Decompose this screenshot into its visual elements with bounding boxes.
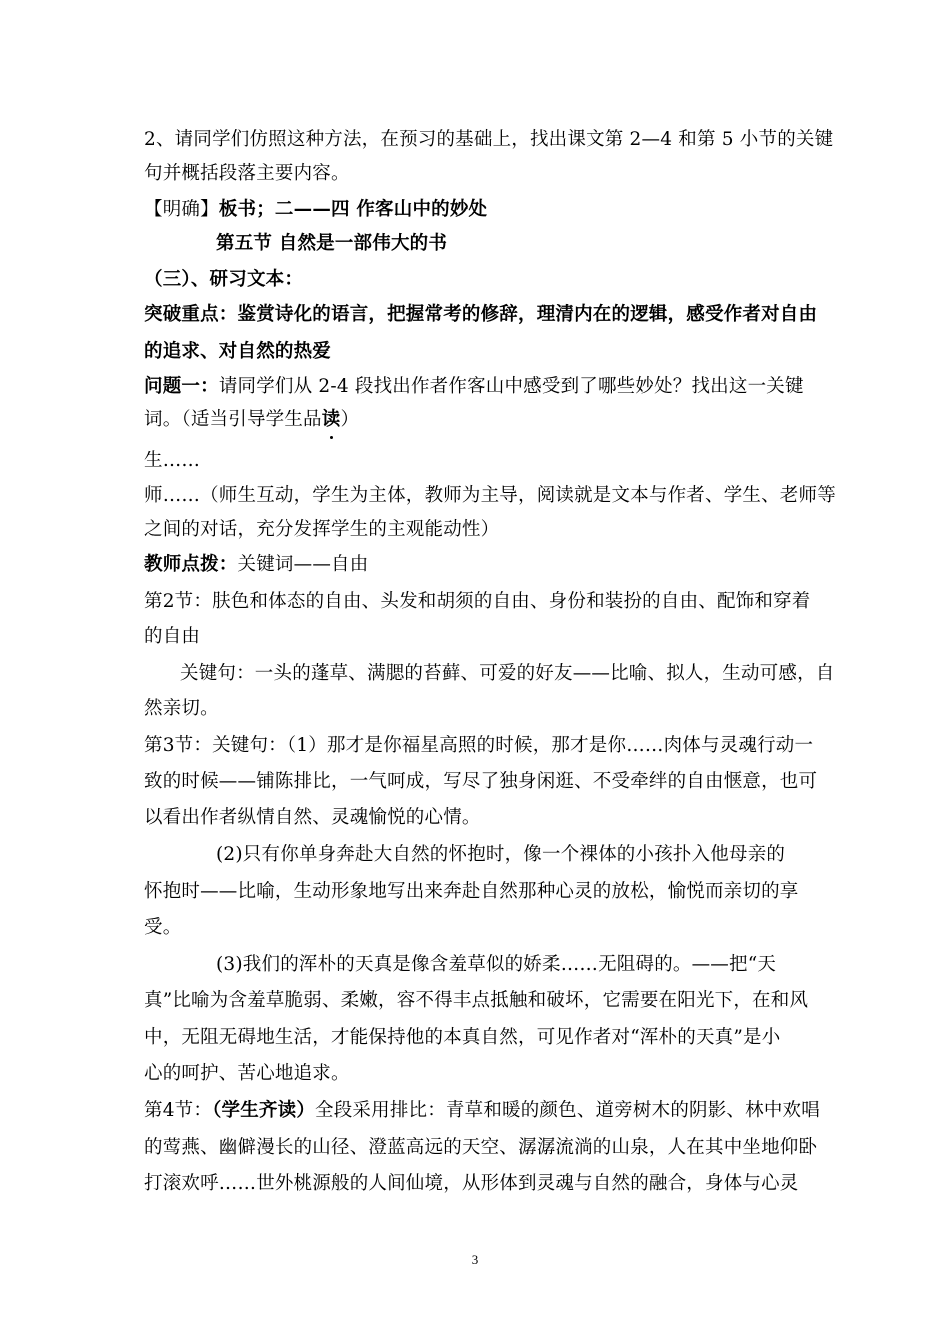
- board-writing-line: 第五节 自然是一部伟大的书: [216, 233, 448, 254]
- focus-line: 的追求、对自然的热爱: [144, 341, 332, 362]
- text-segment: 词。（适当引导学生品: [144, 409, 322, 430]
- question-line: [144, 375, 804, 399]
- text-line: 致的时候——铺陈排比，一气呵成，写尽了独身闲逛、不受牵绊的自由惬意，也可: [144, 771, 818, 792]
- text-segment: ）: [340, 409, 360, 430]
- text-line: 2、请同学们仿照这种方法，在预习的基础上，找出课文第 2—4 和第 5 小节的关键: [144, 129, 834, 150]
- text-line: 怀抱时——比喻，生动形象地写出来奔赴自然那种心灵的放松，愉悦而亲切的享: [144, 881, 799, 902]
- text-line: 的自由: [144, 626, 201, 647]
- text-line: (3)我们的浑朴的天真是像含羞草似的娇柔……无阻碍的。——把“天: [216, 954, 777, 975]
- text-line: 中，无阻无碍地生活，才能保持他的本真自然，可见作者对“浑朴的天真”是小: [144, 1027, 781, 1048]
- text-line: 真”比喻为含羞草脆弱、柔嫩，容不得丰点抵触和破坏，它需要在阳光下，在和风: [144, 990, 809, 1011]
- text-line: 的莺燕、幽僻漫长的山径、澄蓝高远的天空、潺潺流淌的山泉，人在其中坐地仰卧: [144, 1137, 818, 1158]
- text-line: 之间的对话，充分发挥学生的主观能动性）: [144, 519, 500, 540]
- text-line: 句并概括段落主要内容。: [144, 163, 350, 184]
- section-heading: （三）、研习文本：: [144, 269, 304, 290]
- emphasized-char: 读: [321, 409, 341, 430]
- focus-line: 突破重点：鉴赏诗化的语言，把握常考的修辞，理清内在的逻辑，感受作者对自由: [144, 304, 818, 325]
- text-line: 然亲切。: [144, 698, 219, 719]
- page-number: 3: [471, 1252, 479, 1267]
- board-writing: 板书；二——四 作客山中的妙处: [218, 199, 488, 220]
- text-segment: 全段采用排比：青草和暖的颜色、道旁树木的阴影、林中欢唱: [315, 1100, 820, 1121]
- text-line: 师……（师生互动，学生为主体，教师为主导，阅读就是文本与作者、学生、老师等: [144, 485, 836, 506]
- text-segment: 第4节：: [144, 1100, 213, 1121]
- text-line: 以看出作者纵情自然、灵魂愉悦的心情。: [144, 807, 481, 828]
- question-text: 请同学们从 2-4 段找出作者作客山中感受到了哪些妙处？找出这一关键: [218, 376, 804, 397]
- text-line: [144, 1099, 820, 1123]
- text-line: 打滚欢呼……世外桃源般的人间仙境，从形体到灵魂与自然的融合，身体与心灵: [144, 1173, 799, 1194]
- question-line: [144, 408, 359, 432]
- text-line: 受。: [144, 917, 182, 938]
- text-line: (2)只有你单身奔赴大自然的怀抱时，像一个裸体的小孩扑入他母亲的: [216, 844, 786, 865]
- text-line: 关键句：一头的蓬草、满腮的苔藓、可爱的好友——比喻、拟人，生动可感，自: [180, 663, 835, 684]
- hint-label: 教师点拨：: [144, 554, 238, 575]
- reading-note: （学生齐读）: [212, 1100, 316, 1121]
- question-label: 问题一：: [144, 376, 219, 397]
- answer-tag: 【明确】: [144, 199, 219, 220]
- hint-line: [144, 553, 368, 577]
- text-line: 心的呵护、苦心地追求。: [144, 1063, 350, 1084]
- text-line: 生……: [144, 450, 201, 471]
- text-line: 第2节：肤色和体态的自由、头发和胡须的自由、身份和装扮的自由、配饰和穿着: [144, 591, 811, 612]
- answer-line: [144, 198, 487, 222]
- text-line: 第3节：关键句：（1）那才是你福星高照的时候，那才是你……肉体与灵魂行动一: [144, 735, 814, 756]
- hint-text: 关键词——自由: [237, 554, 369, 575]
